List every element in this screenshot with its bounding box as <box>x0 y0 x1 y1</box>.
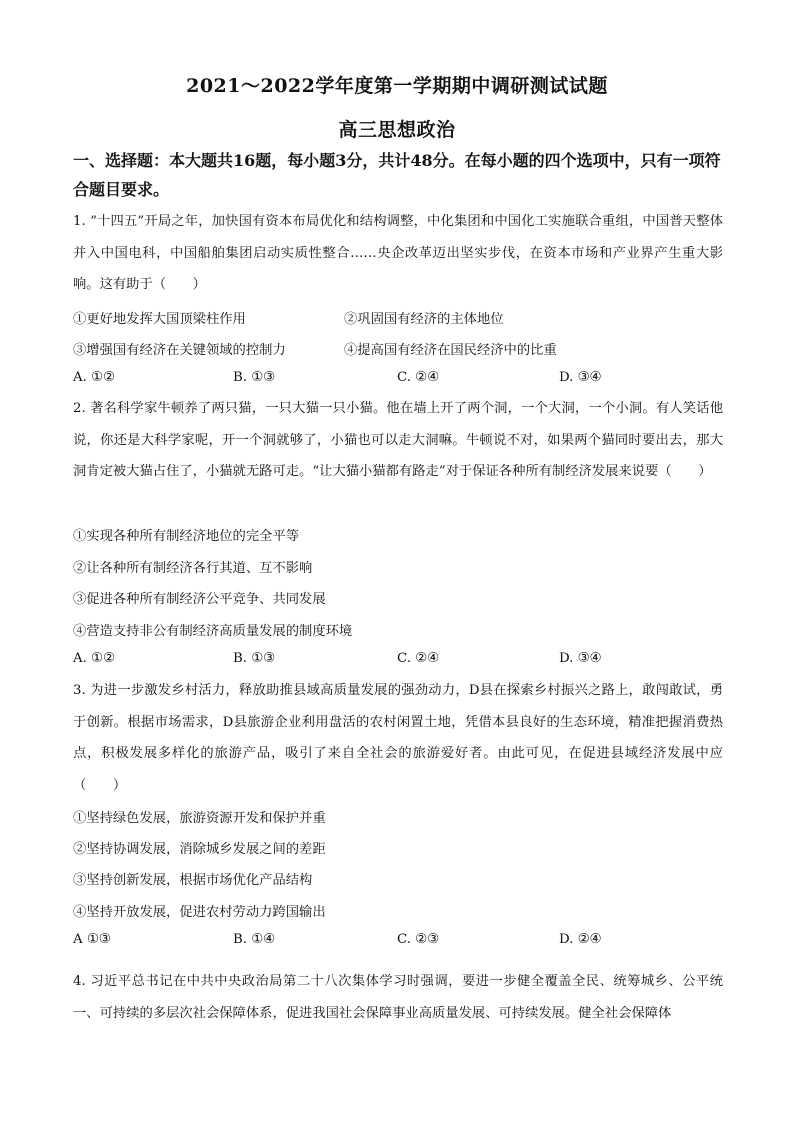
question-2-statement-2: ②让各种所有制经济各行其道、互不影响 <box>73 561 313 576</box>
question-1-choice-b: B. ①③ <box>233 370 276 385</box>
question-1-stem: 1. “十四五”开局之年，加快国有资本布局优化和结构调整，中化集团和中国化工实施联合重组，中国普天整体并入中国电科，中国船舶集团启动实质性整合……央企改革迈出坚实步伐，在资本市场和产业界产生重大影响。这有助于（ ） <box>73 214 723 292</box>
question-2-statement-3: ③促进各种所有制经济公平竞争、共同发展 <box>73 592 326 607</box>
question-3-statement-4: ④坚持开放发展，促进农村劳动力跨国输出 <box>73 905 326 920</box>
question-3-stem: 3. 为进一步激发乡村活力，释放助推县域高质量发展的强劲动力，D县在探索乡村振兴之路上，敢闯敢试，勇于创新。根据市场需求，D县旅游企业利用盘活的农村闲置土地，凭借本县良好的生态环境，精准把握消费热点，积极发展多样化的旅游产品，吸引了来自全社会的旅游爱好者。由此可见，在促进县域经济发展中应（ ） <box>73 683 723 793</box>
question-3-choice-b: B. ①④ <box>233 932 276 947</box>
exam-title: 2021～2022学年度第一学期期中调研测试试题 <box>186 75 608 97</box>
question-1-choice-d: D. ③④ <box>559 370 602 385</box>
question-2-choice-a: A. ①② <box>73 651 115 666</box>
question-1-choice-c: C. ②④ <box>397 370 439 385</box>
section-instructions: 一、选择题：本大题共16题，每小题3分，共计48分。在每小题的四个选项中，只有一项符合题目要求。 <box>73 151 721 199</box>
exam-subject: 高三思想政治 <box>338 119 456 141</box>
question-2-choice-c: C. ②④ <box>397 651 439 666</box>
question-2-statement-4: ④营造支持非公有制经济高质量发展的制度环境 <box>73 624 353 639</box>
question-2-choice-b: B. ①③ <box>233 651 276 666</box>
question-1-statement-2: ②巩固国有经济的主体地位 <box>344 312 504 327</box>
question-3-statement-1: ①坚持绿色发展，旅游资源开发和保护并重 <box>73 811 326 826</box>
question-3-choice-c: C. ②③ <box>397 932 439 947</box>
question-3-choice-a: A ①③ <box>73 932 111 947</box>
question-4-stem: 4. 习近平总书记在中共中央政治局第二十八次集体学习时强调，要进一步健全覆盖全民、统筹城乡、公平统一、可持续的多层次社会保障体系，促进我国社会保障事业高质量发展、可持续发展。健全社会保障体 <box>73 974 723 1021</box>
question-2-stem: 2. 著名科学家牛顿养了两只猫，一只大猫一只小猫。他在墙上开了两个洞，一个大洞，一个小洞。有人笑话他说，你还是大科学家呢，开一个洞就够了，小猫也可以走大洞嘛。牛顿说不对，如果两个猫同时要出去，那大洞肯定被大猫占住了，小猫就无路可走。“让大猫小猫都有路走”对于保证各种所有制经济发展来说要（ ） <box>73 401 723 479</box>
question-1-statement-1: ①更好地发挥大国顶梁柱作用 <box>73 312 246 327</box>
question-3-choice-d: D. ②④ <box>559 932 602 947</box>
question-2-choice-d: D. ③④ <box>559 651 602 666</box>
question-2-statement-1: ①实现各种所有制经济地位的完全平等 <box>73 529 300 544</box>
question-1-choice-a: A. ①② <box>73 370 115 385</box>
question-1-statement-3: ③增强国有经济在关键领域的控制力 <box>73 343 286 358</box>
question-3-statement-2: ②坚持协调发展，消除城乡发展之间的差距 <box>73 842 326 857</box>
question-3-statement-3: ③坚持创新发展，根据市场优化产品结构 <box>73 873 313 888</box>
question-1-statement-4: ④提高国有经济在国民经济中的比重 <box>344 343 557 358</box>
